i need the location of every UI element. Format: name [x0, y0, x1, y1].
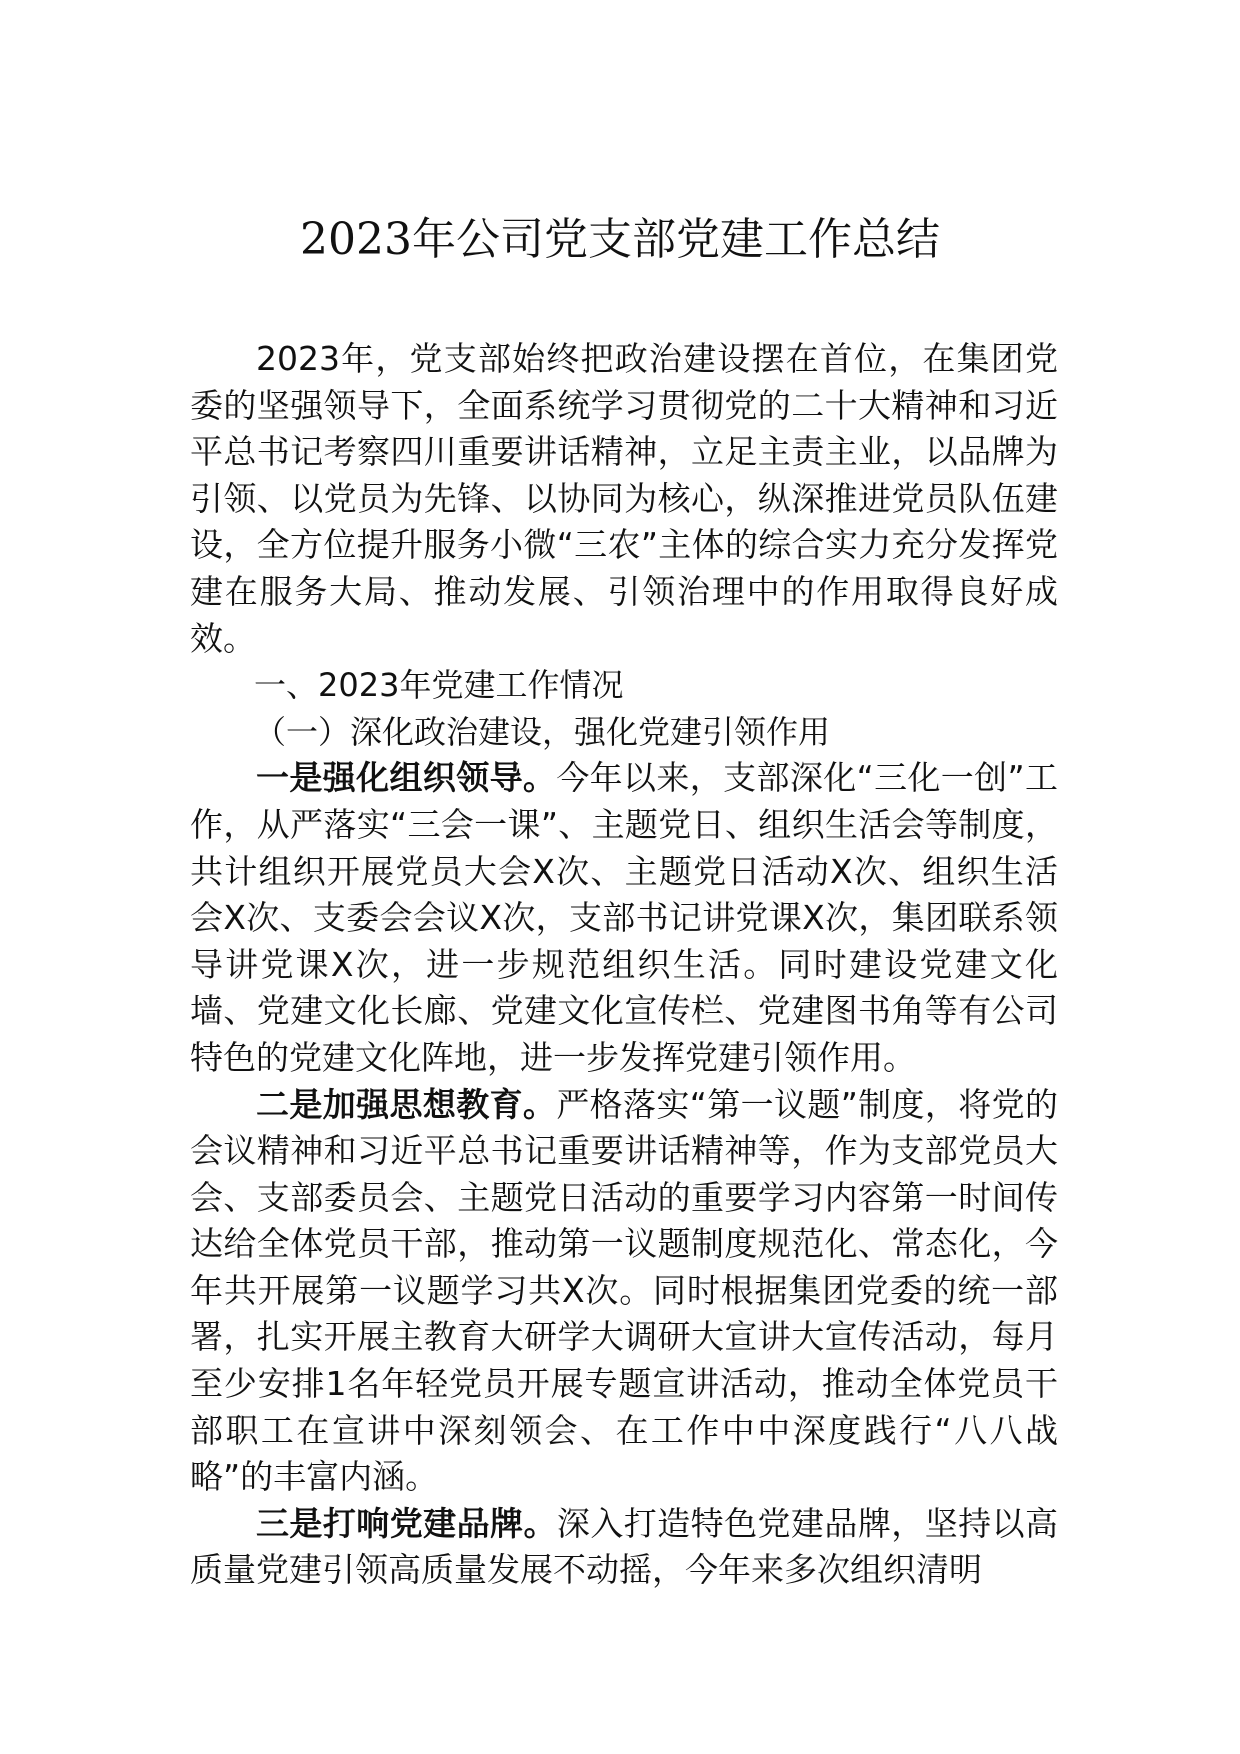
paragraph-education — [190, 1082, 1058, 1501]
paragraph-organization — [190, 755, 1058, 1081]
paragraph-text: 严格落实“第一议题”制度，将党的会议精神和习近平总书记重要讲话精神等，作为支部党员大会、支部委员会、主题党日活动的重要学习内容第一时间传达给全体党员干部，推动第一议题制度规范化、常态化，今年共开展第一议题学习共X次。同时根据集团党委的统一部署，扎实开展主教育大研学大调研大宣讲大宣传活动，每月至少安排1名年轻党员开展专题宣讲活动，推动全体党员干部职工在宣讲中深刻领会、在工作中中深度践行“八八战略”的丰富内涵。 — [190, 1084, 1059, 1497]
document-body — [190, 336, 1058, 1594]
paragraph-lead: 三是打响党建品牌。 — [256, 1503, 557, 1543]
paragraph-lead: 一是强化组织领导。 — [256, 758, 557, 798]
paragraph-text: 今年以来，支部深化“三化一创”工作，从严落实“三会一课”、主题党日、组织生活会等制度，共计组织开展党员大会X次、主题党日活动X次、组织生活会X次、支委会会议X次，支部书记讲党课X次，集团联系领导讲党课X次，进一步规范组织生活。同时建设党建文化墙、党建文化长廊、党建文化宣传栏、党建图书角等有公司特色的党建文化阵地，进一步发挥党建引领作用。 — [190, 758, 1059, 1077]
intro-paragraph: 2023年，党支部始终把政治建设摆在首位，在集团党委的坚强领导下，全面系统学习贯彻党的二十大精神和习近平总书记考察四川重要讲话精神，立足主责主业，以品牌为引领、以党员为先锋、以协同为核心，纵深推进党员队伍建设，全方位提升服务小微“三农”主体的综合实力充分发挥党建在服务大局、推动发展、引领治理中的作用取得良好成效。 — [190, 339, 1058, 658]
paragraph-text: 深入打造特色党建品牌，坚持以高质量党建引领高质量发展不动摇，今年来多次组织清明 — [190, 1503, 1059, 1590]
paragraph-lead: 二是加强思想教育。 — [256, 1084, 557, 1124]
subsection-heading: （一）深化政治建设，强化党建引领作用 — [254, 712, 831, 751]
section-heading: 一、2023年党建工作情况 — [254, 666, 624, 705]
paragraph-brand — [190, 1501, 1058, 1594]
document-title: 2023年公司党支部党建工作总结 — [300, 214, 940, 265]
